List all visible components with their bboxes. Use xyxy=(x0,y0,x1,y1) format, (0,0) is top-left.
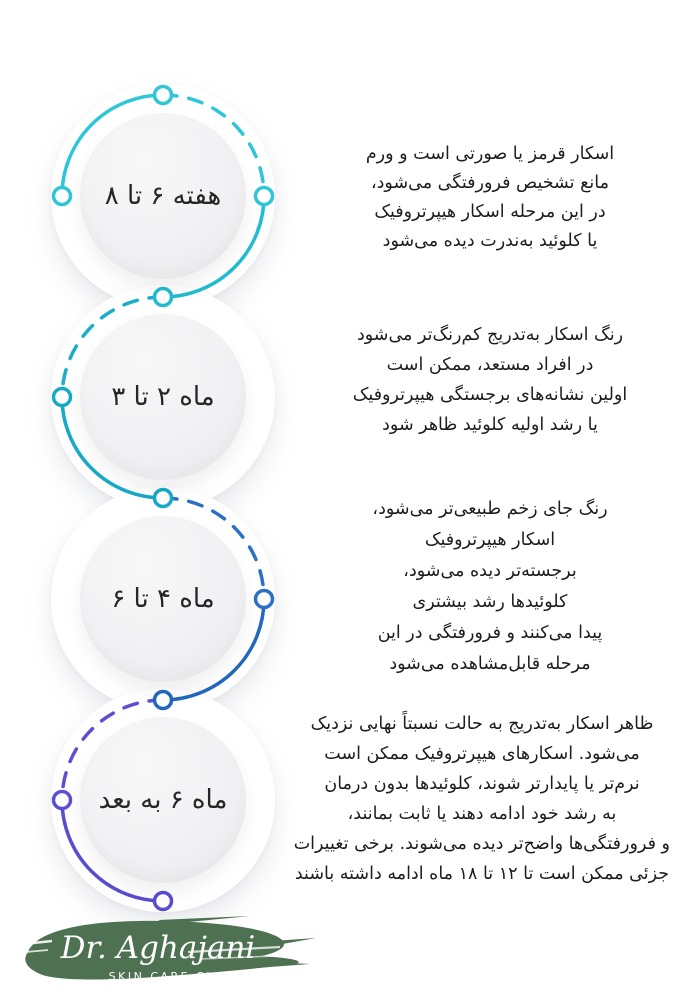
desc-line: اولین نشانه‌های برجستگی هیپرتروفیک xyxy=(352,385,628,405)
stage-circle-month-6-plus xyxy=(80,717,246,883)
desc-line: در این مرحله اسکار هیپرتروفیک xyxy=(374,202,606,222)
desc-line: مرحله قابل‌مشاهده می‌شود xyxy=(389,654,591,674)
desc-line: یا کلوئید به‌ندرت دیده می‌شود xyxy=(382,231,598,251)
logo-subtitle-text: SKIN CARE CLINIC xyxy=(108,970,248,983)
stage-circle-week-6-8 xyxy=(80,113,246,279)
stage-label-week-6-8: هفته ۶ تا ۸ xyxy=(104,181,222,211)
desc-line: و فرورفتگی‌ها واضح‌تر دیده می‌شوند. برخی تغییرات xyxy=(293,834,670,854)
desc-line: مانع تشخیص فرورفتگی می‌شود، xyxy=(370,173,609,193)
desc-line: برجسته‌تر دیده می‌شود، xyxy=(403,561,577,581)
desc-line: اسکار قرمز یا صورتی است و ورم xyxy=(365,144,615,164)
desc-line: اسکار هیپرتروفیک xyxy=(424,530,556,550)
desc-line: در افراد مستعد، ممکن است xyxy=(386,355,594,375)
stage-description-2 xyxy=(322,320,658,440)
desc-line: می‌شود. اسکارهای هیپرتروفیک ممکن است xyxy=(324,744,640,764)
desc-line: رنگ جای زخم طبیعی‌تر می‌شود، xyxy=(372,499,608,519)
desc-line: به رشد خود ادامه دهند یا ثابت بمانند، xyxy=(347,804,617,824)
stage-circle-month-4-6 xyxy=(80,516,246,682)
logo-name-text: Dr. Aghajani xyxy=(60,930,256,966)
stage-description-1 xyxy=(322,140,658,256)
desc-line: پیدا می‌کنند و فرورفتگی در این xyxy=(377,623,603,643)
stage-circle-month-2-3 xyxy=(80,314,246,480)
desc-line: جزئی ممکن است تا ۱۲ تا ۱۸ ماه ادامه داشته باشند xyxy=(294,864,670,884)
stage-description-3 xyxy=(330,494,650,680)
desc-line: رنگ اسکار به‌تدریج کم‌رنگ‌تر می‌شود xyxy=(356,325,624,345)
stage-label-month-6-plus: ماه ۶ به بعد xyxy=(98,785,228,815)
stage-label-month-2-3: ماه ۲ تا ۳ xyxy=(111,382,215,412)
stage-label-month-4-6: ماه ۴ تا ۶ xyxy=(111,584,215,614)
stage-description-4 xyxy=(294,709,670,889)
desc-line: یا رشد اولیه کلوئید ظاهر شود xyxy=(382,415,598,435)
desc-line: کلوئیدها رشد بیشتری xyxy=(412,592,568,612)
desc-line: نرم‌تر یا پایدارتر شوند، کلوئیدها بدون درمان xyxy=(324,774,640,794)
clinic-logo xyxy=(18,906,318,998)
desc-line: ظاهر اسکار به‌تدریج به حالت نسبتاً نهایی نزدیک xyxy=(310,714,654,734)
